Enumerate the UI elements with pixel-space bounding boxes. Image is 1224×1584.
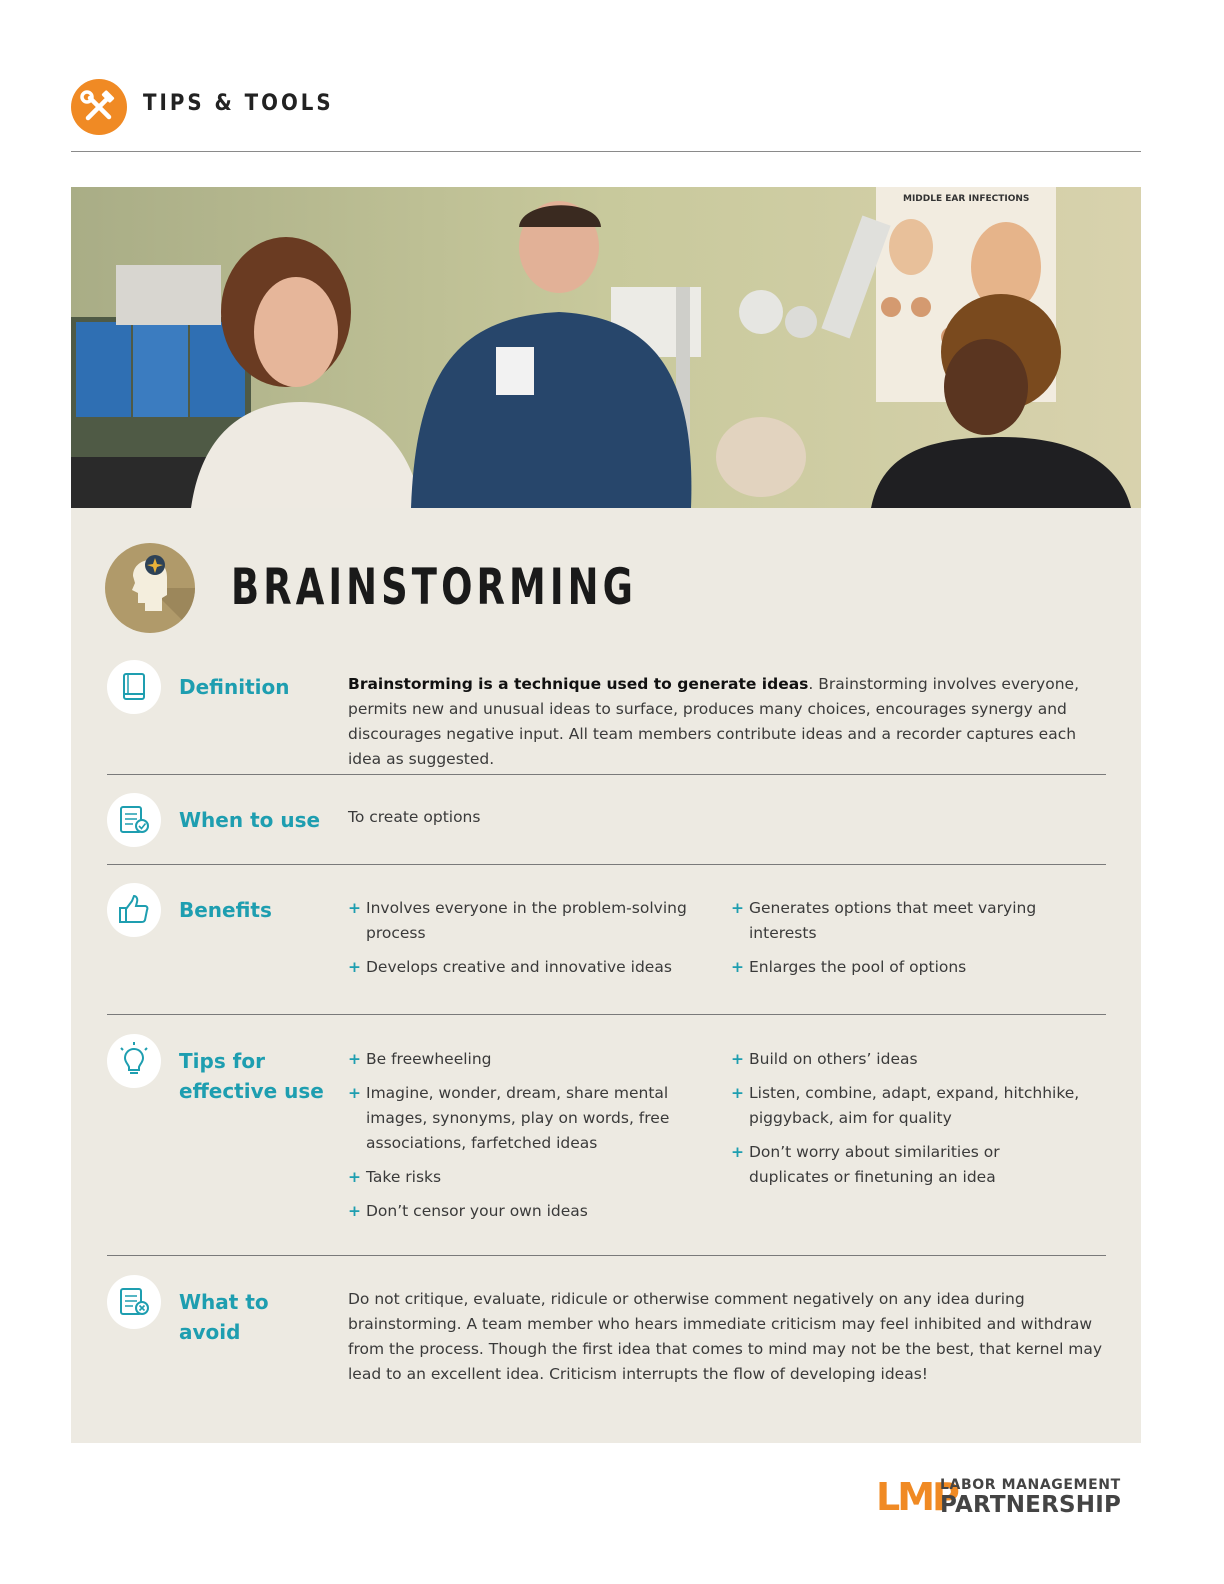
definition-section [107,660,1106,775]
avoid-label [179,1287,329,1347]
avoid-text: Do not critique, evaluate, ridicule or otherwise comment negatively on any idea during brainstorming. A team member who hears immediate criticism may feel inhibited and withdraw from the process. Though the first idea that comes to mind may not be the best, that kernel may lead to an excellent idea. Criticism interrupts the flow of developing ideas! [348,1290,1103,1383]
tools-icon [71,79,127,135]
tip-item: + Build on others’ ideas [731,1047,1081,1072]
content-panel [71,508,1141,1443]
when-to-use-section [107,793,1106,865]
hero-photo [71,187,1141,508]
benefit-item: + Generates options that meet varying interests [731,896,1081,946]
tip-item: + Take risks [348,1165,698,1190]
tips-right-column [731,1047,1081,1199]
lmp-logo-mark: LMP [876,1475,957,1519]
tips-label-line2: effective use [179,1079,324,1103]
book-icon [107,660,161,714]
benefits-right-column [731,896,1081,989]
when-to-use-label: When to use [179,808,321,832]
benefits-left-column [348,896,698,989]
document-x-icon [107,1275,161,1329]
benefits-label: Benefits [179,898,272,922]
lmp-logo-line2: PARTNERSHIP [940,1492,1122,1518]
benefit-item: + Involves everyone in the problem-solving process [348,896,698,946]
tip-item: + Don’t censor your own ideas [348,1199,698,1224]
avoid-label-line2: avoid [179,1320,241,1344]
page-title: BRAINSTORMING [231,558,638,616]
avoid-section [107,1275,1106,1415]
lmp-logo [876,1477,1146,1519]
benefit-item: + Develops creative and innovative ideas [348,955,698,980]
tips-section [107,1034,1106,1256]
lmp-logo-line1: LABOR MANAGEMENT [940,1477,1121,1493]
tips-label-line1: Tips for [179,1049,265,1073]
tips-left-column [348,1047,698,1233]
benefit-item: + Enlarges the pool of options [731,955,1081,980]
definition-lead: Brainstorming is a technique used to generate ideas [348,675,809,693]
chart-poster-text: MIDDLE EAR INFECTIONS [903,194,1030,204]
tip-item: + Listen, combine, adapt, expand, hitchhike, piggyback, aim for quality [731,1081,1081,1131]
avoid-label-line1: What to [179,1290,269,1314]
tip-item: + Imagine, wonder, dream, share mental images, synonyms, play on words, free associations, farfetched ideas [348,1081,698,1156]
page-header [71,79,1141,152]
section-title: TIPS & TOOLS [143,91,334,116]
definition-text [348,672,1103,772]
definition-rest: . Brainstorming involves everyone, permits new and unusual ideas to surface, produces many choices, encourages synergy and discourages negative input. All team members contribute ideas and a recorder captures each idea as suggested. [348,675,1079,768]
definition-label: Definition [179,675,290,699]
tips-label [179,1046,329,1106]
tip-item: + Don’t worry about similarities or duplicates or finetuning an idea [731,1140,1081,1190]
tip-item: + Be freewheeling [348,1047,698,1072]
thumbs-up-icon [107,883,161,937]
head-idea-icon [105,543,195,633]
checklist-icon [107,793,161,847]
when-to-use-text: To create options [348,808,481,826]
lightbulb-icon [107,1034,161,1088]
benefits-section [107,883,1106,1015]
